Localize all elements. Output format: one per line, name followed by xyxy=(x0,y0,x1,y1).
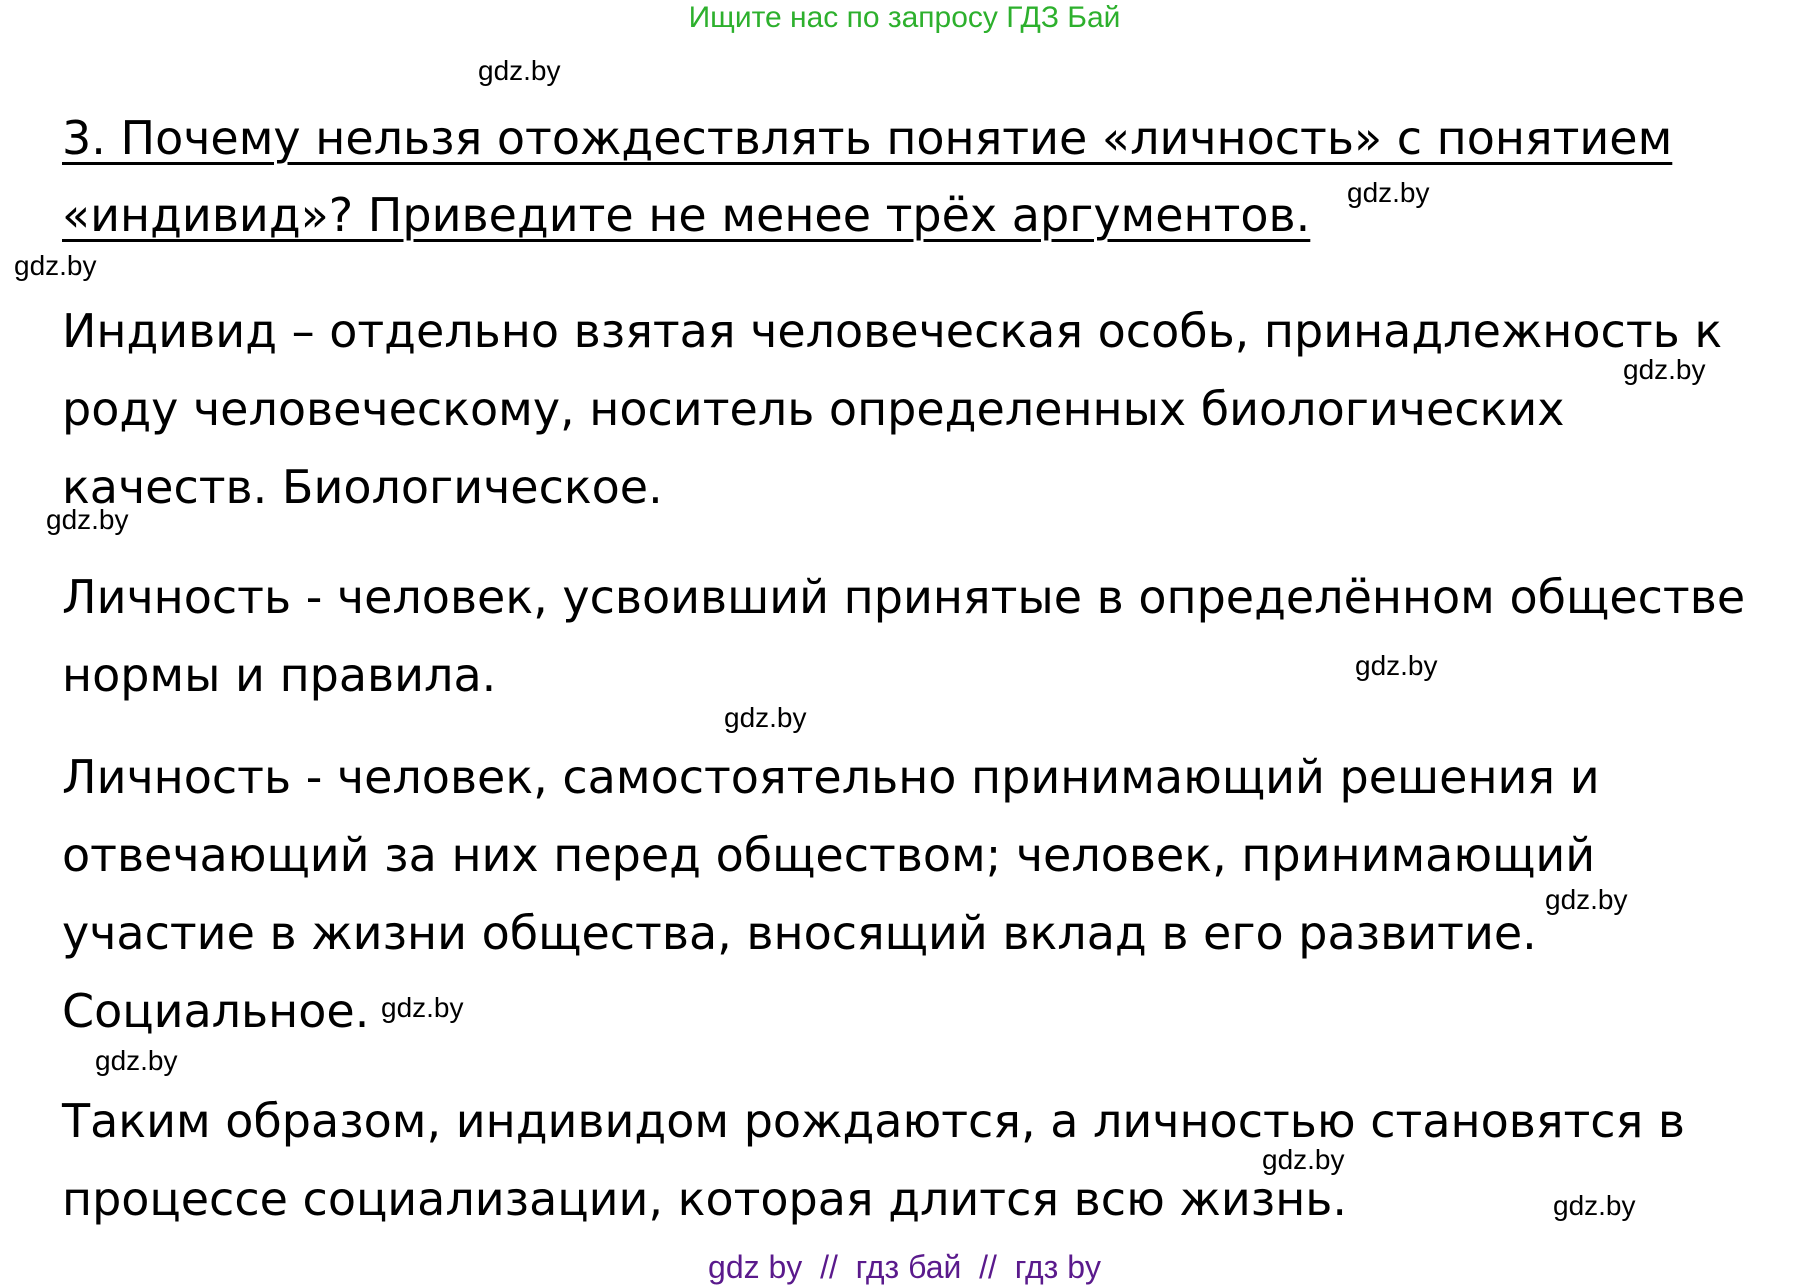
watermark: gdz.by xyxy=(1553,1190,1636,1221)
watermark: gdz.by xyxy=(1623,354,1706,385)
answer-paragraph-personality-decisions: Личность - человек, самостоятельно принимающий решения и отвечающий за них перед обществом; человек, принимающий участие в жизни общества, вносящий вклад в его развитие. Социальное. xyxy=(62,750,1600,1038)
answer-paragraph-individual: Индивид – отдельно взятая человеческая особь, принадлежность к роду человеческому, носитель определенных биологических качеств. Биологическое. xyxy=(62,304,1723,514)
watermark: gdz.by xyxy=(95,1045,178,1076)
answer-paragraph-conclusion: Таким образом, индивидом рождаются, а личностью становятся в процессе социализации, которая длится всю жизнь. xyxy=(62,1094,1686,1226)
search-banner: Ищите нас по запросу ГДЗ Бай xyxy=(688,1,1121,34)
watermark: gdz.by xyxy=(1262,1144,1345,1175)
watermark: gdz.by xyxy=(1355,650,1438,681)
watermark: gdz.by xyxy=(1347,177,1430,208)
watermark: gdz.by xyxy=(478,55,561,86)
watermark: gdz.by xyxy=(14,250,97,281)
question-text: 3. Почему нельзя отождествлять понятие «личность» с понятием «индивид»? Приведите не менее трёх аргументов. xyxy=(62,111,1673,242)
watermark: gdz.by xyxy=(46,504,129,535)
question-heading xyxy=(62,100,1712,254)
answer-paragraph-personality-norms: Личность - человек, усвоивший принятые в определённом обществе нормы и правила. xyxy=(62,570,1746,702)
watermark: gdz.by xyxy=(1545,884,1628,915)
watermark: gdz.by xyxy=(724,702,807,733)
watermark: gdz.by xyxy=(381,992,464,1023)
footer-links: gdz by // гдз бай // гдз by xyxy=(708,1249,1101,1285)
